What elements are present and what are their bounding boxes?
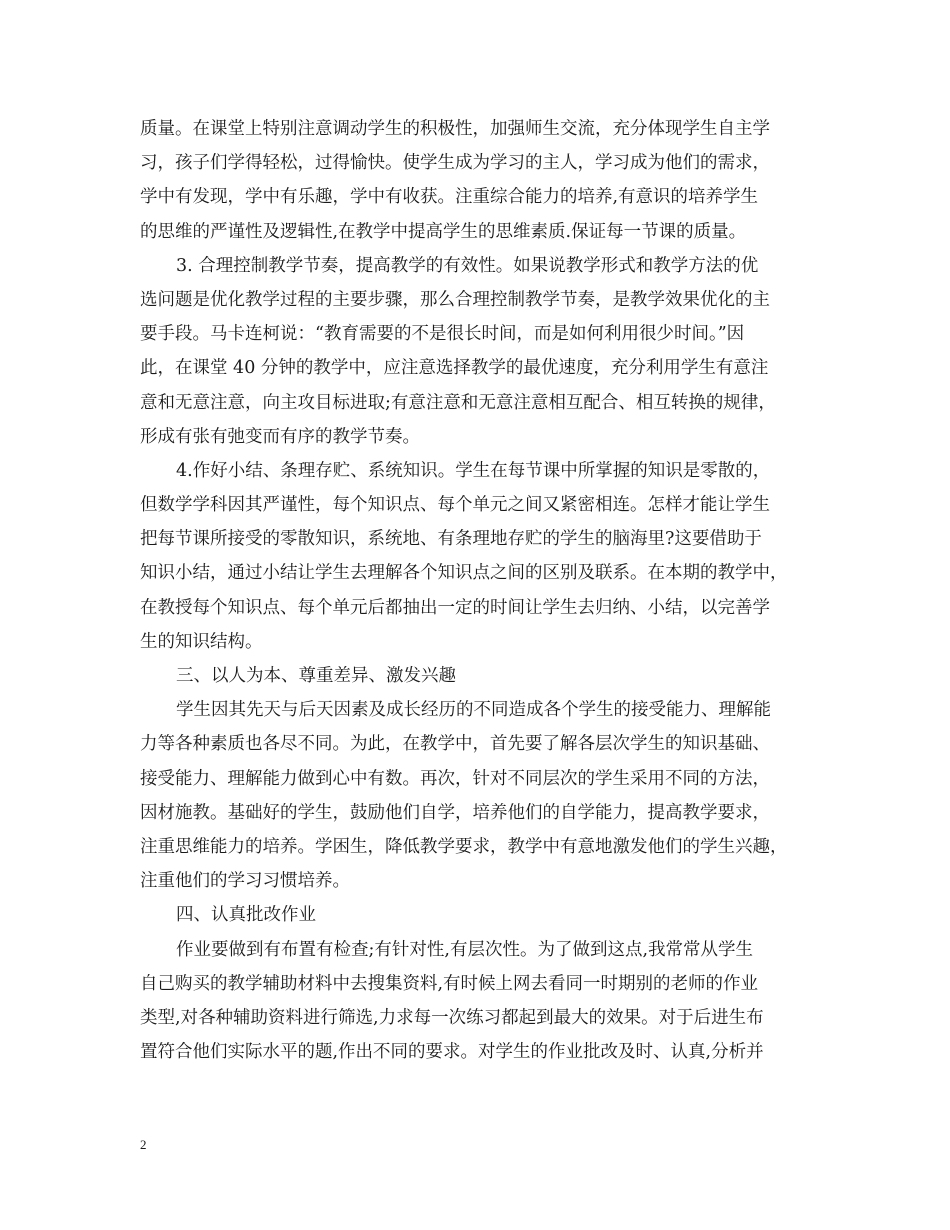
text-line: 置符合他们实际水平的题,作出不同的要求。对学生的作业批改及时、认真,分析并 [140,1042,764,1063]
text-line: 意和无意注意，向主攻目标进取;有意注意和无意注意相互配合、相互转换的规律， [140,392,776,413]
text-line: 生的知识结构。 [140,631,263,652]
text-line: 力等各种素质也各尽不同。为此，在教学中，首先要了解各层次学生的知识基础、 [140,734,770,755]
text-line: 但数学学科因其严谨性，每个知识点、每个单元之间又紧密相连。怎样才能让学生 [140,495,770,516]
text-line: 作业要做到有布置有检查;有针对性,有层次性。为了做到这点,我常常从学生 [176,939,754,960]
text-line: 在教授每个知识点、每个单元后都抽出一定的时间让学生去归纳、小结，以完善学 [140,597,770,618]
text-line: 要手段。马卡连柯说：“教育需要的不是很长时间，而是如何利用很少时间。”因 [140,324,745,345]
text-line: 学中有发现，学中有乐趣，学中有收获。注重综合能力的培养,有意识的培养学生 [140,187,759,208]
text-line: 自己购买的教学辅助材料中去搜集资料,有时候上网去看同一时期别的老师的作业 [140,973,759,994]
text-line: 4.作好小结、条理存贮、系统知识。学生在每节课中所掌握的知识是零散的， [176,460,771,481]
document-body [140,112,830,1069]
text-line: 习，孩子们学得轻松，过得愉快。使学生成为学习的主人，学习成为他们的需求， [140,153,770,174]
text-line: 质量。在课堂上特别注意调动学生的积极性，加强师生交流，充分体现学生自主学 [140,119,770,139]
text-line: 类型,对各种辅助资料进行筛选,力求每一次练习都起到最大的效果。对于后进生布 [140,1007,764,1028]
text-line: 3. 合理控制教学节奏，提高教学的有效性。如果说教学形式和教学方法的优 [176,255,759,276]
text-line: 把每节课所接受的零散知识，系统地、有条理地存贮的学生的脑海里?这要借助于 [140,529,762,550]
text-line: 因材施教。基础好的学生，鼓励他们自学，培养他们的自学能力，提高教学要求， [140,802,770,823]
text-line: 接受能力、理解能力做到心中有数。再次，针对不同层次的学生采用不同的方法， [140,768,770,789]
text-line: 注重思维能力的培养。学困生，降低教学要求，教学中有意地激发他们的学生兴趣， [140,836,788,857]
text-line: 知识小结，通过小结让学生去理解各个知识点之间的区别及联系。在本期的教学中， [140,563,788,584]
text-line: 注重他们的学习习惯培养。 [140,871,350,892]
text-line: 四、认真批改作业 [176,905,316,926]
text-line: 学生因其先天与后天因素及成长经历的不同造成各个学生的接受能力、理解能 [176,700,771,721]
page-number: 2 [140,1137,147,1152]
text-line: 的思维的严谨性及逻辑性,在教学中提高学生的思维素质.保证每一节课的质量。 [140,221,747,242]
text-line: 三、以人为本、尊重差异、激发兴趣 [176,666,456,686]
text-line: 此，在课堂 40 分钟的教学中，应注意选择教学的最优速度，充分利用学生有意注 [140,358,769,379]
text-line: 选问题是优化教学过程的主要步骤，那么合理控制教学节奏，是教学效果优化的主 [140,289,770,310]
text-line: 形成有张有弛变而有序的教学节奏。 [140,426,420,447]
